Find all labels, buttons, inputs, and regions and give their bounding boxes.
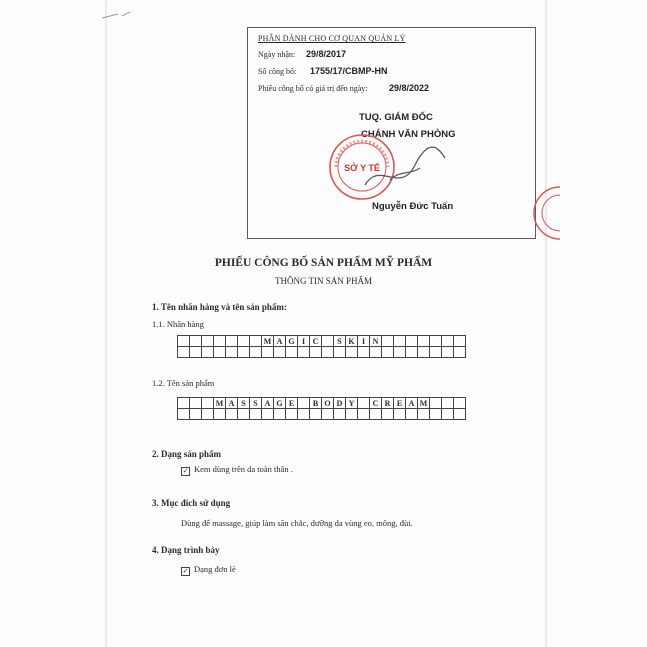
grid-cell [274,409,286,420]
grid-cell [238,409,250,420]
grid-cell [358,409,370,420]
grid-cell [454,398,466,409]
checkbox-icon: ✓ [182,467,189,475]
grid-cell [334,409,346,420]
brand-label: 1.1. Nhãn hàng [152,319,204,329]
grid-cell [178,409,190,420]
grid-cell [382,409,394,420]
product-name-grid [177,397,466,420]
grid-cell [298,347,310,358]
grid-cell: O [322,398,334,409]
grid-cell [382,336,394,347]
grid-cell [310,347,322,358]
product-type-text: Kem dùng trên da toàn thân . [194,464,293,474]
document-title: PHIẾU CÔNG BỐ SẢN PHẨM MỸ PHẨM [214,257,433,269]
grid-cell [190,398,202,409]
scan-edge-right [545,0,547,647]
grid-cell: A [274,336,286,347]
svg-text:SỞ Y TẾ: SỞ Y TẾ [344,163,380,173]
grid-cell [406,409,418,420]
grid-cell: A [406,398,418,409]
grid-cell [178,398,190,409]
grid-cell [394,336,406,347]
received-date-value: 29/8/2017 [306,49,347,59]
grid-cell [250,347,262,358]
grid-cell [178,336,190,347]
grid-cell [454,347,466,358]
grid-cell [190,347,202,358]
grid-cell [238,347,250,358]
grid-cell [406,347,418,358]
received-date-label: Ngày nhận: [258,50,296,59]
grid-cell [202,336,214,347]
grid-cell: M [418,398,430,409]
grid-cell [322,336,334,347]
brand-name-grid [177,335,466,358]
document-subtitle: THÔNG TIN SẢN PHẨM [274,276,373,286]
grid-cell [394,409,406,420]
grid-cell [418,347,430,358]
grid-cell: M [262,336,274,347]
grid-cell [322,347,334,358]
grid-cell [310,409,322,420]
grid-cell [250,409,262,420]
grid-cell [442,347,454,358]
grid-cell [358,347,370,358]
grid-cell [430,347,442,358]
grid-cell [382,347,394,358]
section-2-heading: 2. Dạng sản phẩm [152,449,222,459]
grid-cell: Y [346,398,358,409]
grid-cell: M [214,398,226,409]
grid-cell: S [250,398,262,409]
grid-cell: S [334,336,346,347]
grid-cell [298,409,310,420]
announcement-number-value: 1755/17/CBMP-HN [310,66,388,76]
grid-cell [406,336,418,347]
grid-cell: N [370,336,382,347]
grid-cell [454,336,466,347]
grid-cell: K [346,336,358,347]
grid-cell: G [274,398,286,409]
grid-cell [430,409,442,420]
grid-cell: C [370,398,382,409]
grid-cell [442,336,454,347]
grid-cell [298,398,310,409]
grid-cell: E [394,398,406,409]
grid-cell [190,336,202,347]
grid-cell: B [310,398,322,409]
grid-cell: D [334,398,346,409]
announcement-number-label: Số công bố: [258,67,297,76]
grid-cell [370,347,382,358]
grid-cell [214,336,226,347]
grid-cell [430,336,442,347]
grid-cell [262,409,274,420]
grid-cell [286,409,298,420]
signer-title-1: TUQ. GIÁM ĐỐC [359,112,433,123]
presentation-value [181,564,236,576]
grid-cell [442,398,454,409]
admin-header: PHẦN DÀNH CHO CƠ QUAN QUẢN LÝ [258,34,406,43]
section-1-heading: 1. Tên nhãn hàng và tên sản phẩm: [152,302,287,312]
grid-cell: I [298,336,310,347]
grid-cell [418,409,430,420]
scan-edge-left [105,0,107,647]
grid-cell: R [382,398,394,409]
grid-cell [262,347,274,358]
grid-cell [214,347,226,358]
grid-cell: A [226,398,238,409]
grid-cell [442,409,454,420]
product-label: 1.2. Tên sản phẩm [152,378,215,388]
grid-cell [238,336,250,347]
grid-cell [250,336,262,347]
grid-cell [274,347,286,358]
grid-cell [394,347,406,358]
grid-cell [358,398,370,409]
grid-cell [286,347,298,358]
partial-seal-icon [520,183,560,243]
grid-cell [454,409,466,420]
grid-cell [346,347,358,358]
grid-cell: E [286,398,298,409]
grid-cell [190,409,202,420]
valid-until-value: 29/8/2022 [389,83,430,93]
grid-cell [226,409,238,420]
grid-cell: A [262,398,274,409]
section-3-heading: 3. Mục đích sử dụng [152,498,231,508]
grid-cell: I [358,336,370,347]
grid-cell [418,336,430,347]
valid-until-label: Phiếu công bố có giá trị đến ngày: [258,84,368,93]
grid-cell: S [238,398,250,409]
section-4-heading: 4. Dạng trình bày [152,545,220,555]
grid-cell [202,347,214,358]
grid-cell [334,347,346,358]
grid-cell [322,409,334,420]
grid-cell [226,347,238,358]
grid-cell [430,398,442,409]
presentation-text: Dạng đơn lẻ [194,564,236,574]
pen-mark [100,8,140,25]
signer-title-2: CHÁNH VĂN PHÒNG [361,129,456,140]
grid-cell: G [286,336,298,347]
grid-cell: C [310,336,322,347]
grid-cell [370,409,382,420]
usage-purpose-value: Dùng để massage, giúp làm săn chắc, dưỡng da vùng eo, mông, đùi. [181,518,413,528]
product-type-value [181,464,293,476]
checkbox-icon: ✓ [182,567,189,575]
grid-cell [214,409,226,420]
signer-name: Nguyễn Đức Tuấn [372,201,454,212]
grid-cell [202,398,214,409]
grid-cell [178,347,190,358]
signature-icon [360,140,450,200]
grid-cell [202,409,214,420]
grid-cell [346,409,358,420]
grid-cell [226,336,238,347]
